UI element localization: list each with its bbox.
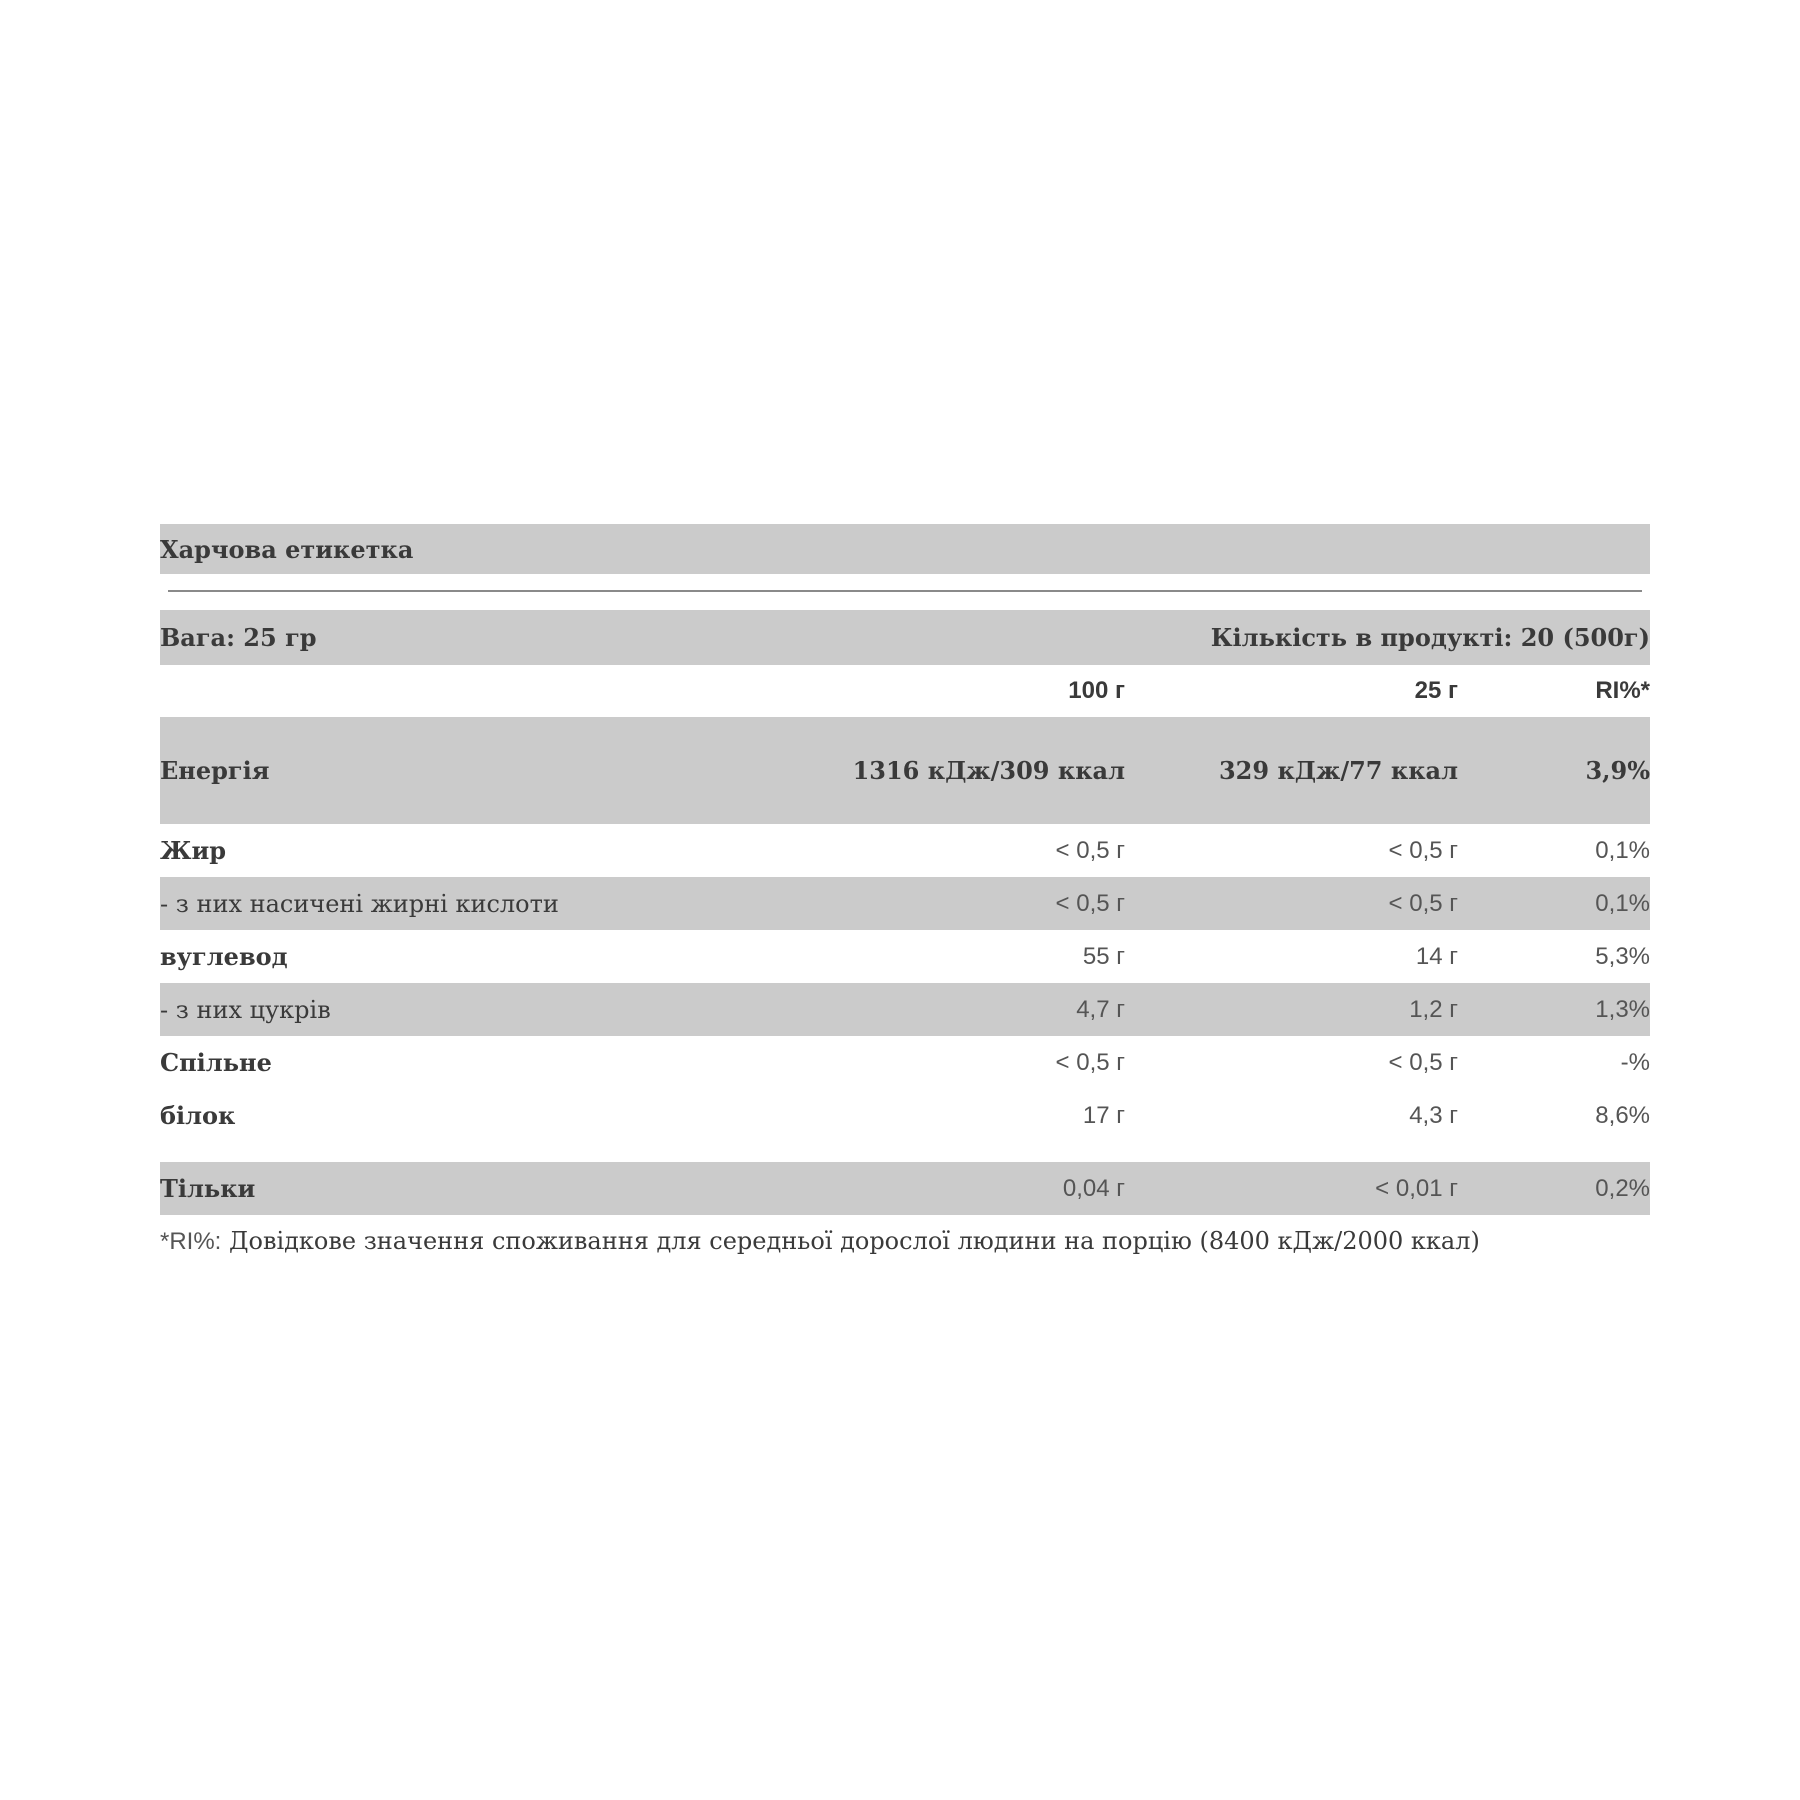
nutrient-per-serving: 1,2 г	[1409, 995, 1458, 1023]
footnote-prefix: *RI%:	[160, 1228, 222, 1255]
nutrient-ri: 0,2%	[1595, 1174, 1650, 1202]
nutrient-per-serving: < 0,5 г	[1388, 836, 1458, 864]
nutrient-name: - з них насичені жирні кислоти	[160, 889, 559, 918]
nutrient-per-100g: 17 г	[1082, 1101, 1125, 1129]
nutrient-name: Жир	[160, 836, 227, 865]
nutrient-ri: 1,3%	[1595, 995, 1650, 1023]
nutrition-label	[160, 524, 1650, 1256]
nutrient-per-100g: < 0,5 г	[1055, 836, 1125, 864]
table-row	[160, 877, 1650, 930]
nutrient-per-serving: < 0,01 г	[1375, 1174, 1458, 1202]
label-title: Харчова етикетка	[160, 524, 1650, 574]
nutrient-ri: 8,6%	[1595, 1101, 1650, 1129]
nutrient-name: Тільки	[160, 1174, 256, 1203]
energy-ri: 3,9%	[1585, 756, 1650, 785]
nutrient-per-serving: 4,3 г	[1409, 1101, 1458, 1129]
energy-per-serving: 329 кДж/77 ккал	[1218, 756, 1458, 785]
table-row	[160, 983, 1650, 1036]
energy-label: Енергія	[160, 756, 270, 785]
nutrient-per-100g: 55 г	[1082, 942, 1125, 970]
nutrient-ri: 0,1%	[1595, 889, 1650, 917]
nutrient-ri: 0,1%	[1595, 836, 1650, 864]
nutrient-name: Спільне	[160, 1048, 272, 1077]
servings-per-package: Кількість в продукті: 20 (500г)	[1210, 623, 1650, 652]
footnote-text: Довідкове значення споживання для середньої дорослої людини на порцію (8400 кДж/2000 ккал)	[229, 1227, 1480, 1255]
salt-row	[160, 1162, 1650, 1215]
nutrient-name: білок	[160, 1101, 236, 1130]
column-header-per-100g: 100 г	[1068, 677, 1125, 704]
table-row	[160, 1036, 1650, 1089]
nutrient-per-100g: < 0,5 г	[1055, 1048, 1125, 1076]
serving-info-row	[160, 610, 1650, 665]
nutrient-ri: 5,3%	[1595, 942, 1650, 970]
nutrient-per-serving: < 0,5 г	[1388, 1048, 1458, 1076]
nutrient-per-100g: 0,04 г	[1062, 1174, 1125, 1202]
table-row	[160, 824, 1650, 877]
nutrient-name: вуглевод	[160, 942, 288, 971]
ri-footnote	[160, 1227, 1650, 1256]
nutrient-per-100g: < 0,5 г	[1055, 889, 1125, 917]
nutrient-per-serving: 14 г	[1415, 942, 1458, 970]
energy-row	[160, 717, 1650, 824]
column-header-row	[160, 665, 1650, 717]
nutrient-name: - з них цукрів	[160, 995, 331, 1024]
column-header-ri: RI%*	[1595, 677, 1650, 704]
table-row	[160, 1089, 1650, 1142]
serving-weight: Вага: 25 гр	[160, 623, 317, 652]
nutrient-ri: -%	[1620, 1048, 1650, 1076]
nutrient-per-serving: < 0,5 г	[1388, 889, 1458, 917]
nutrient-per-100g: 4,7 г	[1076, 995, 1125, 1023]
energy-per-100g: 1316 кДж/309 ккал	[852, 755, 1125, 785]
table-row	[160, 930, 1650, 983]
column-header-per-serving: 25 г	[1414, 677, 1458, 704]
